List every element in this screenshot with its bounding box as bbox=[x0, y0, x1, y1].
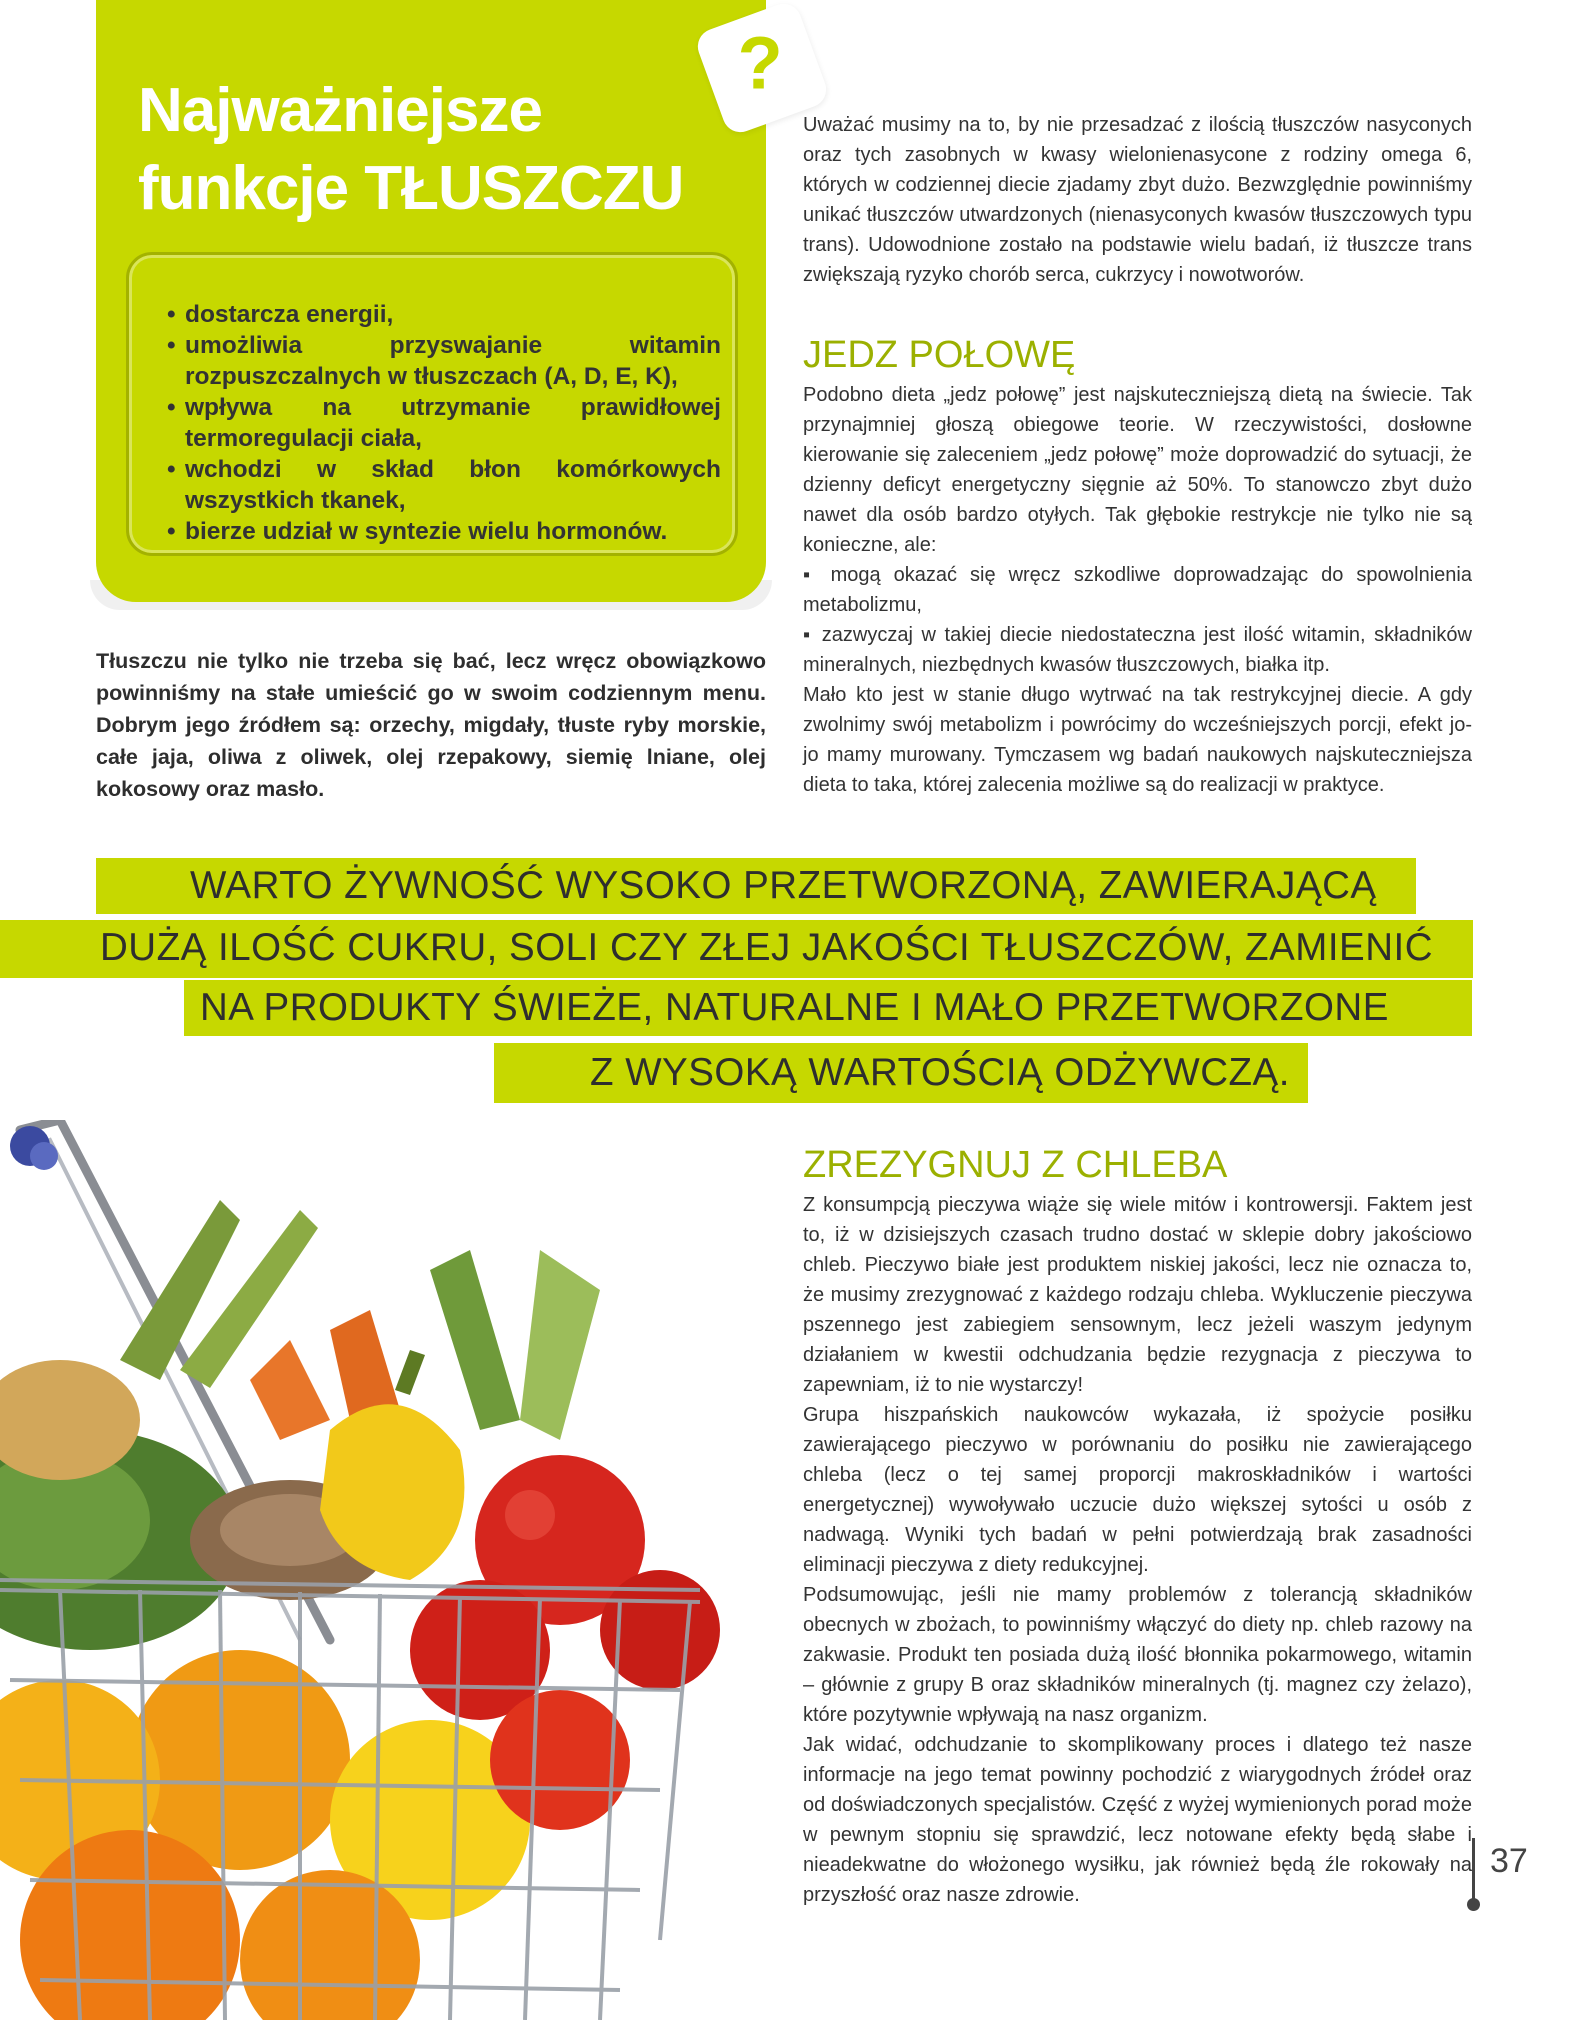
page-number-line bbox=[1472, 1838, 1475, 1902]
list-item: • wchodzi w skład błon komórkowych wszystkich tkanek, bbox=[167, 454, 721, 516]
page-number-dot bbox=[1467, 1898, 1480, 1911]
paragraph: Tłuszczu nie tylko nie trzeba się bać, lecz wręcz obowiązkowo powinniśmy na stałe umieścić go w swoim codziennym menu. Dobrym jego źródłem są: orzechy, migdały, tłuste ryby morskie, całe jaja, oliwa z oliwek, olej rzepakowy, siemię lniane, olej kokosowy oraz masło. bbox=[96, 649, 766, 801]
fat-functions-list bbox=[167, 299, 721, 547]
banner-line: Z WYSOKĄ WARTOŚCIĄ ODŻYWCZĄ. bbox=[590, 1051, 1290, 1094]
infobox-title-line2: funkcje TŁUSZCZU bbox=[138, 154, 684, 223]
paragraph: Mało kto jest w stanie długo wytrwać na tak restrykcyjnej diecie. A gdy zwolnimy swój metabolizm i powrócimy do wcześniejszych porcji, efekt jo-jo mamy murowany. Tymczasem wg badań naukowych najskuteczniejsza dieta to taka, której zalecenia możliwe są do realizacji w praktyce. bbox=[803, 684, 1472, 796]
fat-functions-infobox bbox=[96, 0, 783, 602]
saturated-fats-paragraph bbox=[803, 110, 1472, 290]
paragraph: Uważać musimy na to, by nie przesadzać z ilością tłuszczów nasyconych oraz tych zasobnych w kwasy wielonienasycone z rodziny omega 6, których w codziennej diecie zjadamy zbyt dużo. Bezwzględnie powinniśmy unikać tłuszczów utwardzonych (nienasyconych kwasów tłuszczowych typu trans). Udowodnione zostało na podstawie wielu badań, iż tłuszcze trans zwiększają ryzyko chorób serca, cukrzycy i nowotworów. bbox=[803, 114, 1472, 286]
list-item: • dostarcza energii, bbox=[167, 299, 721, 330]
paragraph: Podsumowując, jeśli nie mamy problemów z tolerancją składników obecnych w zbożach, to powinniśmy włączyć do diety np. chleb razowy na zakwasie. Produkt ten posiada dużą ilość błonnika pokarmowego, witamin – głównie z grupy B oraz składników mineralnych (tj. magnez czy żelazo), które pozytywnie wpływają na nasz organizm. bbox=[803, 1584, 1472, 1726]
infobox-title-line1: Najważniejsze bbox=[138, 76, 542, 145]
section-body-give-up-bread bbox=[803, 1190, 1472, 1910]
infobox-list-frame bbox=[126, 252, 738, 556]
banner-line: DUŻĄ ILOŚĆ CUKRU, SOLI CZY ZŁEJ JAKOŚCI TŁUSZCZÓW, ZAMIENIĆ bbox=[100, 926, 1433, 969]
page-number: 37 bbox=[1490, 1842, 1528, 1880]
section-heading-give-up-bread: ZREZYGNUJ Z CHLEBA bbox=[803, 1144, 1228, 1186]
paragraph: Jak widać, odchudzanie to skomplikowany proces i dlatego też nasze informacje na jego temat powinny pochodzić z wiarygodnych źródeł oraz od doświadczonych specjalistów. Część z wyżej wymienionych porad może w pewnym stopniu się sprawdzić, lecz notowane efekty będą słabe i nieadekwatne do włożonego wysiłku, jak również będą źle rokowały na przyszłość oraz nasze zdrowie. bbox=[803, 1734, 1472, 1906]
banner-line: NA PRODUKTY ŚWIEŻE, NATURALNE I MAŁO PRZETWORZONE bbox=[200, 986, 1389, 1029]
vegetable-basket-image bbox=[0, 1120, 790, 2020]
paragraph: Grupa hiszpańskich naukowców wykazała, iż spożycie posiłku zawierającego pieczywo w porównaniu do posiłku nie zawierającego chleba (lecz o tej samej proporcji makroskładników i wartości energetycznej) wywoływało uczucie dużo większej sytości u osób z nadwagą. Wyniki tych badań w pełni potwierdzają brak zasadności eliminacji pieczywa z diety redukcyjnej. bbox=[803, 1404, 1472, 1576]
banner-line: WARTO ŻYWNOŚĆ WYSOKO PRZETWORZONĄ, ZAWIERAJĄCĄ bbox=[190, 864, 1377, 907]
list-item: • wpływa na utrzymanie prawidłowej termoregulacji ciała, bbox=[167, 392, 721, 454]
paragraph: Z konsumpcją pieczywa wiąże się wiele mitów i kontrowersji. Faktem jest to, iż w dzisiejszych czasach trudno dostać w sklepie dobry jakościowo chleb. Pieczywo białe jest produktem niskiej jakości, lecz nie oznacza to, że musimy zrezygnować z każdego rodzaju chleba. Wykluczenie pieczywa pszennego jest zabiegiem sensownym, lecz jeżeli waszym jedynym działaniem w kwestii odchudzania będzie rezygnacja z pieczywa to zapewniam, iż to nie wystarczy! bbox=[803, 1194, 1472, 1396]
paragraph: Podobno dieta „jedz połowę” jest najskuteczniejszą dietą na świecie. Tak przynajmniej głoszą obiegowe teorie. W rzeczywistości, dosłowne kierowanie się zaleceniem „jedz połowę” może doprowadzić do sytuacji, że dzienny deficyt energetyczny sięgnie aż 50%. To stanowczo zbyt dużo nawet dla osób bardzo otyłych. Tak głębokie restrykcje nie tylko nie są konieczne, ale: bbox=[803, 384, 1472, 556]
paragraph: ▪ mogą okazać się wręcz szkodliwe doprowadzając do spowolnienia metabolizmu, bbox=[803, 564, 1472, 616]
list-item: • umożliwia przyswajanie witamin rozpuszczalnych w tłuszczach (A, D, E, K), bbox=[167, 330, 721, 392]
section-body-eat-half bbox=[803, 380, 1472, 800]
paragraph: ▪ zazwyczaj w takiej diecie niedostateczna jest ilość witamin, składników mineralnych, niezbędnych kwasów tłuszczowych, białka itp. bbox=[803, 624, 1472, 676]
section-heading-eat-half: JEDZ POŁOWĘ bbox=[803, 334, 1076, 376]
fat-intro-paragraph bbox=[96, 645, 766, 805]
question-mark-icon: ? bbox=[737, 21, 783, 105]
list-item: • bierze udział w syntezie wielu hormonów. bbox=[167, 516, 721, 547]
infobox-title bbox=[138, 72, 778, 228]
